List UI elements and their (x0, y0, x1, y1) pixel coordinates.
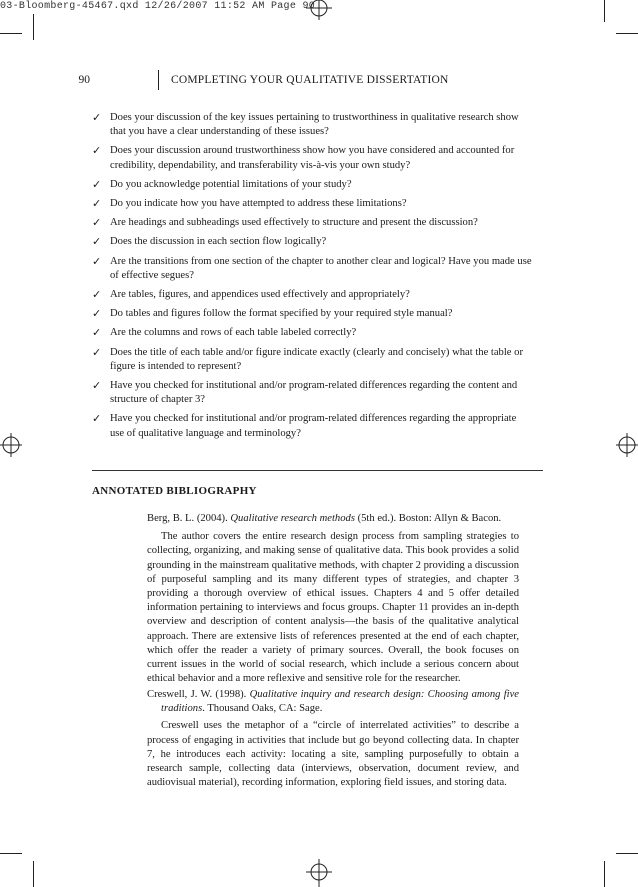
crop-mark (616, 33, 638, 34)
registration-mark-icon (614, 432, 638, 458)
section-divider (92, 470, 543, 471)
annotation: Creswell uses the metaphor of a “circle of interrelated activities” to describe a process of engaging in activities that include but go beyond collecting data. In chapter 7, he introduces each activity: locating a site, sampling purposefully to obtain a research sample, collecting data (interviews, observation, document review, and audiovisual material), recording information, exploring field issues, and storing data. (147, 720, 519, 789)
checklist-item: ✓ Do you acknowledge potential limitations of your study? (92, 177, 352, 191)
check-mark-icon: ✓ (92, 288, 102, 302)
checklist (92, 111, 532, 446)
crop-mark (604, 861, 605, 887)
checklist-item: ✓ Does the discussion in each section flow logically? (92, 235, 327, 249)
citation: Berg, B. L. (2004). Qualitative research methods (5th ed.). Boston: Allyn & Bacon. (147, 513, 502, 524)
check-mark-icon: ✓ (92, 326, 102, 340)
crop-mark (616, 853, 638, 854)
crop-mark (33, 861, 34, 887)
checklist-item: ✓ Are headings and subheadings used effectively to structure and present the discussion? (92, 216, 478, 230)
crop-mark (33, 14, 34, 40)
citation: Creswell, J. W. (1998). Qualitative inquiry and research design: Choosing among five traditions. Thousand Oaks, CA: Sage. (147, 689, 520, 715)
checklist-item: ✓ Are the columns and rows of each table labeled correctly? (92, 326, 357, 340)
checklist-item: ✓ Have you checked for institutional and/or program-related differences regarding the content and structure of chapter 3? (92, 379, 518, 406)
checklist-item: ✓ Does your discussion of the key issues pertaining to trustworthiness in qualitative research show that you have a clear understanding of these issues? (92, 111, 519, 138)
check-mark-icon: ✓ (92, 144, 102, 158)
registration-mark-icon (304, 859, 334, 887)
bibliography-entry (147, 688, 519, 790)
printer-slug: 03-Bloomberg-45467.qxd 12/26/2007 11:52 AM Page 90 (0, 1, 316, 12)
crop-mark (604, 0, 605, 22)
check-mark-icon: ✓ (92, 345, 102, 359)
crop-mark (0, 33, 22, 34)
checklist-item: ✓ Do tables and figures follow the format specified by your required style manual? (92, 307, 453, 321)
check-mark-icon: ✓ (92, 307, 102, 321)
running-title: COMPLETING YOUR QUALITATIVE DISSERTATION (171, 74, 449, 86)
section-title: ANNOTATED BIBLIOGRAPHY (92, 485, 257, 497)
crop-mark (0, 853, 22, 854)
checklist-item: ✓ Does your discussion around trustworthiness show how you have considered and accounted for credibility, dependability, and transferability vis-à-vis your own study? (92, 144, 515, 171)
check-mark-icon: ✓ (92, 235, 102, 249)
check-mark-icon: ✓ (92, 379, 102, 393)
registration-mark-icon (304, 0, 334, 22)
check-mark-icon: ✓ (92, 254, 102, 268)
check-mark-icon: ✓ (92, 197, 102, 211)
book-title: Qualitative inquiry and research design: Choosing among five traditions (161, 689, 520, 715)
check-mark-icon: ✓ (92, 216, 102, 230)
checklist-item: ✓ Are the transitions from one section of the chapter to another clear and logical? Have you made use of effective segues? (92, 254, 532, 281)
bibliography-entry (147, 512, 519, 686)
book-title: Qualitative research methods (230, 513, 355, 524)
checklist-item: ✓ Have you checked for institutional and/or program-related differences regarding the appropriate use of qualitative language and terminology? (92, 412, 517, 439)
check-mark-icon: ✓ (92, 177, 102, 191)
check-mark-icon: ✓ (92, 111, 102, 124)
checklist-item: ✓ Does the title of each table and/or figure indicate exactly (clearly and concisely) what the table or figure is intended to represent? (92, 345, 523, 372)
annotation: The author covers the entire research design process from sampling strategies to collecting, organizing, and making sense of qualitative data. This book provides a solid grounding in the mainstream qualitative methods, with chapter 2 providing a discussion of purposeful sampling and its many different types of strategies, and chapter 3 providing a thorough overview of ethical issues. Chapters 4 and 5 offer detailed information pertaining to interviews and focus groups. Chapter 11 provides an in-depth overview and description of content analysis—the basis of the qualitative analytical approach. There are extensive lists of references presented at the end of each chapter, which offer the reader a variety of primary sources. Overall, the book focuses on current issues in the world of social research, which include a serious concern about ethical behavior and a more reflexive and sensitive role for the researcher. (147, 531, 519, 685)
check-mark-icon: ✓ (92, 412, 102, 426)
checklist-item: ✓ Do you indicate how you have attempted to address these limitations? (92, 197, 407, 211)
page-number: 90 (78, 74, 90, 86)
registration-mark-icon (0, 432, 24, 458)
checklist-item: ✓ Are tables, figures, and appendices used effectively and appropriately? (92, 288, 410, 302)
header-rule (158, 70, 159, 90)
